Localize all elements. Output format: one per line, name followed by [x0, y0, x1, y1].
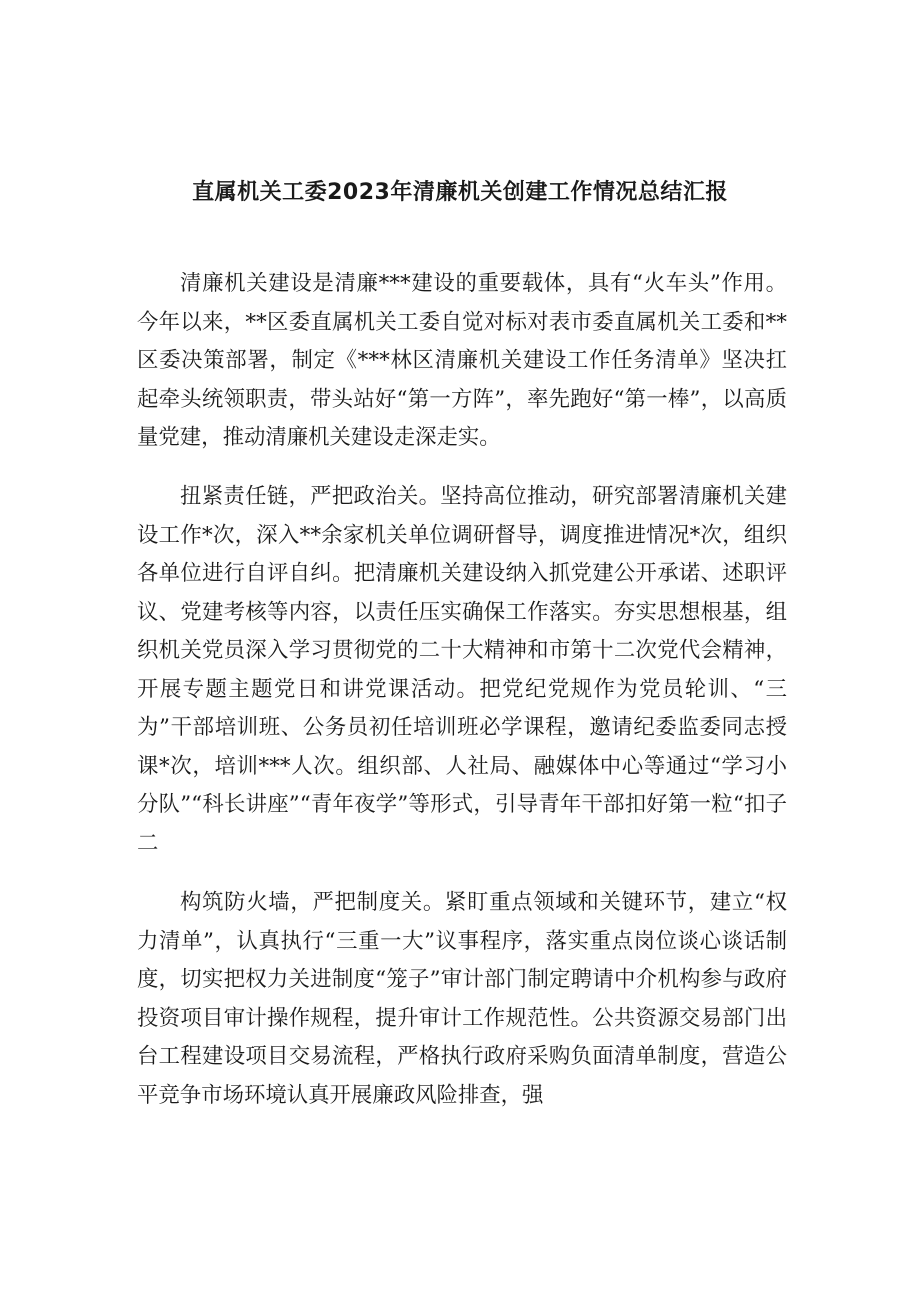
paragraph-firewall: 构筑防火墙，严把制度关。紧盯重点领域和关键环节，建立“权力清单”，认真执行“三重一大”议事程序，落实重点岗位谈心谈话制度，切实把权力关进制度“笼子”审计部门制定聘请中介机构参与政府投资项目审计操作规程，提升审计工作规范性。公共资源交易部门出台工程建设项目交易流程，严格执行政府采购负面清单制度，营造公平竞争市场环境认真开展廉政风险排查，强	[137, 890, 787, 1108]
paragraph-responsibility: 扭紧责任链，严把政治关。坚持高位推动，研究部署清廉机关建设工作*次，深入**余家机关单位调研督导，调度推进情况*次，组织各单位进行自评自纠。把清廉机关建设纳入抓党建公开承诺、述职评议、党建考核等内容，以责任压实确保工作落实。夯实思想根基，组织机关党员深入学习贯彻党的二十大精神和市第十二次党代会精神，开展专题主题党日和讲党课活动。把党纪党规作为党员轮训、“三为”干部培训班、公务员初任培训班必学课程，邀请纪委监委同志授课*次，培训***人次。组织部、人社局、融媒体中心等通过“学习小分队”“科长讲座”“青年夜学”等形式，引导青年干部扣好第一粒“扣子二	[137, 484, 787, 856]
document-title: 直属机关工委2023年清廉机关创建工作情况总结汇报	[192, 180, 728, 205]
paragraph-intro: 清廉机关建设是清廉***建设的重要载体，具有“火车头”作用。今年以来，**区委直属机关工委自觉对标对表市委直属机关工委和**区委决策部署，制定《***林区清廉机关建设工作任务清单》坚决扛起牵头统领职责，带头站好“第一方阵”，率先跑好“第一棒”，以高质量党建，推动清廉机关建设走深走实。	[137, 271, 787, 450]
